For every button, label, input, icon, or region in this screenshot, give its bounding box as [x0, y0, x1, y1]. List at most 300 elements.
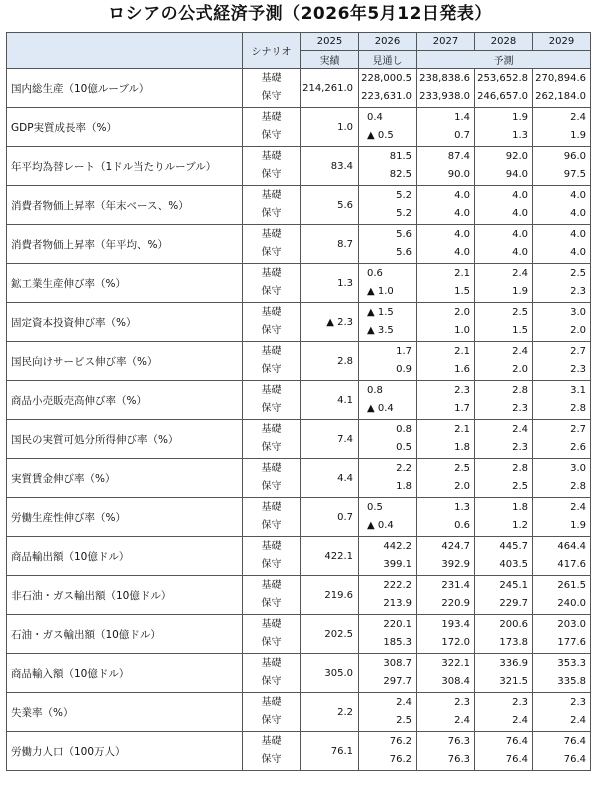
conservative-value: 177.6 — [557, 637, 586, 648]
base-value: 2.4 — [512, 424, 528, 435]
row-label: 年平均為替レート（1ドル当たりルーブル） — [7, 147, 243, 186]
actual-2025-cell: 1.3 — [301, 264, 359, 303]
value-cell-2029 — [533, 498, 591, 537]
header-row-years — [7, 33, 591, 51]
conservative-value: 4.0 — [570, 247, 586, 258]
value-cell-2029 — [533, 69, 591, 108]
scenario-cell — [243, 342, 301, 381]
conservative-value: 233,938.0 — [419, 91, 470, 102]
scenario-cell — [243, 303, 301, 342]
row-label: 鉱工業生産伸び率（%） — [7, 264, 243, 303]
actual-2025-cell: 7.4 — [301, 420, 359, 459]
value-cell-2028 — [475, 264, 533, 303]
conservative-value: 403.5 — [499, 559, 528, 570]
base-value: 336.9 — [499, 658, 528, 669]
header-scenario: シナリオ — [243, 33, 301, 69]
scenario-base-label: 基礎 — [261, 502, 282, 513]
scenario-cell — [243, 225, 301, 264]
value-cell-2027 — [417, 732, 475, 771]
scenario-base-label: 基礎 — [261, 658, 282, 669]
base-value: 3.0 — [570, 463, 586, 474]
actual-2025-cell: 422.1 — [301, 537, 359, 576]
scenario-base-label: 基礎 — [261, 736, 282, 747]
base-value: 2.4 — [512, 346, 528, 357]
scenario-base-label: 基礎 — [261, 229, 282, 240]
base-value: 2.3 — [512, 697, 528, 708]
row-label: 実質賃金伸び率（%） — [7, 459, 243, 498]
value-cell-2026 — [359, 264, 417, 303]
conservative-value: 94.0 — [505, 169, 528, 180]
conservative-value: 1.5 — [512, 325, 528, 336]
base-value: 2.1 — [454, 346, 470, 357]
header-year: 2025 — [301, 33, 359, 51]
value-cell-2027 — [417, 381, 475, 420]
actual-2025-cell: 76.1 — [301, 732, 359, 771]
base-value: 2.7 — [570, 346, 586, 357]
actual-2025-cell: 1.0 — [301, 108, 359, 147]
base-value: 2.7 — [570, 424, 586, 435]
value-cell-2026 — [359, 147, 417, 186]
scenario-base-label: 基礎 — [261, 190, 282, 201]
value-cell-2029 — [533, 420, 591, 459]
conservative-value: ▲ 1.0 — [367, 286, 394, 297]
conservative-value: 76.4 — [563, 754, 586, 765]
base-value: 2.5 — [512, 307, 528, 318]
conservative-value: 246,657.0 — [477, 91, 528, 102]
base-value: 245.1 — [499, 580, 528, 591]
table-row — [7, 225, 591, 264]
value-cell-2026 — [359, 342, 417, 381]
row-label: 石油・ガス輸出額（10億ドル） — [7, 615, 243, 654]
base-value: 76.3 — [447, 736, 470, 747]
base-value: 231.4 — [441, 580, 470, 591]
conservative-value: ▲ 0.5 — [367, 130, 394, 141]
base-value: 222.2 — [383, 580, 412, 591]
actual-2025-cell: 219.6 — [301, 576, 359, 615]
value-cell-2029 — [533, 459, 591, 498]
base-value: 253,652.8 — [477, 73, 528, 84]
scenario-base-label: 基礎 — [261, 73, 282, 84]
scenario-base-label: 基礎 — [261, 580, 282, 591]
scenario-conservative-label: 保守 — [261, 754, 282, 765]
conservative-value: 2.0 — [454, 481, 470, 492]
base-value: 76.4 — [505, 736, 528, 747]
conservative-value: 2.6 — [570, 442, 586, 453]
conservative-value: 0.5 — [396, 442, 412, 453]
value-cell-2027 — [417, 654, 475, 693]
base-value: 3.0 — [570, 307, 586, 318]
base-value: ▲ 1.5 — [367, 307, 394, 318]
value-cell-2029 — [533, 303, 591, 342]
conservative-value: 76.4 — [505, 754, 528, 765]
header-indicator — [7, 33, 243, 69]
base-value: 0.8 — [367, 385, 383, 396]
conservative-value: 240.0 — [557, 598, 586, 609]
row-label: 国民の実質可処分所得伸び率（%） — [7, 420, 243, 459]
scenario-base-label: 基礎 — [261, 424, 282, 435]
conservative-value: 220.9 — [441, 598, 470, 609]
base-value: 76.2 — [389, 736, 412, 747]
conservative-value: 2.0 — [570, 325, 586, 336]
base-value: 353.3 — [557, 658, 586, 669]
row-label: 商品輸出額（10億ドル） — [7, 537, 243, 576]
value-cell-2026 — [359, 420, 417, 459]
page-title: ロシアの公式経済予測（2026年5月12日発表） — [108, 4, 492, 24]
scenario-cell — [243, 615, 301, 654]
row-label: 商品小売販売高伸び率（%） — [7, 381, 243, 420]
conservative-value: 1.0 — [454, 325, 470, 336]
row-label: 国民向けサービス伸び率（%） — [7, 342, 243, 381]
value-cell-2028 — [475, 225, 533, 264]
base-value: 2.4 — [512, 268, 528, 279]
conservative-value: 5.6 — [396, 247, 412, 258]
value-cell-2029 — [533, 264, 591, 303]
conservative-value: 2.4 — [570, 715, 586, 726]
scenario-conservative-label: 保守 — [261, 598, 282, 609]
conservative-value: 1.9 — [512, 286, 528, 297]
table-row — [7, 108, 591, 147]
value-cell-2027 — [417, 576, 475, 615]
row-label: GDP実質成長率（%） — [7, 108, 243, 147]
scenario-cell — [243, 186, 301, 225]
base-value: 2.1 — [454, 268, 470, 279]
table-row — [7, 186, 591, 225]
value-cell-2026 — [359, 225, 417, 264]
conservative-value: 297.7 — [383, 676, 412, 687]
table-row — [7, 537, 591, 576]
scenario-cell — [243, 654, 301, 693]
conservative-value: 335.8 — [557, 676, 586, 687]
value-cell-2027 — [417, 147, 475, 186]
table-row — [7, 459, 591, 498]
conservative-value: ▲ 0.4 — [367, 520, 394, 531]
actual-2025-cell: 5.6 — [301, 186, 359, 225]
table-row — [7, 420, 591, 459]
conservative-value: 4.0 — [512, 247, 528, 258]
actual-2025-cell: 214,261.0 — [301, 69, 359, 108]
conservative-value: ▲ 0.4 — [367, 403, 394, 414]
scenario-conservative-label: 保守 — [261, 247, 282, 258]
value-cell-2027 — [417, 186, 475, 225]
base-value: 228,000.5 — [361, 73, 412, 84]
scenario-conservative-label: 保守 — [261, 637, 282, 648]
conservative-value: 2.4 — [454, 715, 470, 726]
base-value: 4.0 — [454, 190, 470, 201]
value-cell-2028 — [475, 576, 533, 615]
base-value: 464.4 — [557, 541, 586, 552]
conservative-value: 2.3 — [512, 442, 528, 453]
scenario-conservative-label: 保守 — [261, 559, 282, 570]
row-label: 固定資本投資伸び率（%） — [7, 303, 243, 342]
base-value: 5.2 — [396, 190, 412, 201]
scenario-base-label: 基礎 — [261, 307, 282, 318]
base-value: 0.6 — [367, 268, 383, 279]
actual-2025-cell: 8.7 — [301, 225, 359, 264]
value-cell-2029 — [533, 342, 591, 381]
base-value: 1.7 — [396, 346, 412, 357]
conservative-value: 185.3 — [383, 637, 412, 648]
base-value: 1.3 — [454, 502, 470, 513]
value-cell-2027 — [417, 537, 475, 576]
actual-2025-cell: 4.4 — [301, 459, 359, 498]
base-value: 238,838.6 — [419, 73, 470, 84]
value-cell-2026 — [359, 303, 417, 342]
table-row — [7, 498, 591, 537]
value-cell-2028 — [475, 654, 533, 693]
base-value: 1.9 — [512, 112, 528, 123]
scenario-cell — [243, 732, 301, 771]
scenario-conservative-label: 保守 — [261, 442, 282, 453]
scenario-base-label: 基礎 — [261, 346, 282, 357]
base-value: 2.0 — [454, 307, 470, 318]
scenario-cell — [243, 108, 301, 147]
conservative-value: 262,184.0 — [535, 91, 586, 102]
value-cell-2027 — [417, 615, 475, 654]
scenario-base-label: 基礎 — [261, 385, 282, 396]
scenario-cell — [243, 381, 301, 420]
value-cell-2027 — [417, 342, 475, 381]
row-label: 非石油・ガス輸出額（10億ドル） — [7, 576, 243, 615]
conservative-value: 2.0 — [512, 364, 528, 375]
actual-2025-cell: 4.1 — [301, 381, 359, 420]
row-label: 消費者物価上昇率（年平均、%） — [7, 225, 243, 264]
base-value: 92.0 — [505, 151, 528, 162]
base-value: 270,894.6 — [535, 73, 586, 84]
conservative-value: 1.7 — [454, 403, 470, 414]
base-value: 4.0 — [570, 190, 586, 201]
base-value: 2.2 — [396, 463, 412, 474]
base-value: 5.6 — [396, 229, 412, 240]
value-cell-2026 — [359, 693, 417, 732]
scenario-cell — [243, 498, 301, 537]
conservative-value: 2.3 — [570, 364, 586, 375]
base-value: 200.6 — [499, 619, 528, 630]
actual-2025-cell: 83.4 — [301, 147, 359, 186]
base-value: 4.0 — [454, 229, 470, 240]
scenario-cell — [243, 147, 301, 186]
scenario-conservative-label: 保守 — [261, 325, 282, 336]
value-cell-2026 — [359, 615, 417, 654]
value-cell-2029 — [533, 732, 591, 771]
value-cell-2026 — [359, 459, 417, 498]
scenario-base-label: 基礎 — [261, 697, 282, 708]
scenario-base-label: 基礎 — [261, 268, 282, 279]
header-year: 2029 — [533, 33, 591, 51]
actual-2025-cell: 0.7 — [301, 498, 359, 537]
base-value: 4.0 — [570, 229, 586, 240]
value-cell-2028 — [475, 69, 533, 108]
scenario-cell — [243, 537, 301, 576]
table-row — [7, 615, 591, 654]
conservative-value: 173.8 — [499, 637, 528, 648]
base-value: 2.3 — [454, 697, 470, 708]
value-cell-2027 — [417, 498, 475, 537]
header-forecast: 予測 — [417, 51, 591, 69]
value-cell-2026 — [359, 498, 417, 537]
conservative-value: 76.3 — [447, 754, 470, 765]
base-value: 0.8 — [396, 424, 412, 435]
conservative-value: 1.6 — [454, 364, 470, 375]
scenario-conservative-label: 保守 — [261, 130, 282, 141]
base-value: 2.4 — [396, 697, 412, 708]
base-value: 81.5 — [389, 151, 412, 162]
value-cell-2027 — [417, 693, 475, 732]
conservative-value: 0.6 — [454, 520, 470, 531]
value-cell-2029 — [533, 225, 591, 264]
base-value: 87.4 — [447, 151, 470, 162]
scenario-cell — [243, 459, 301, 498]
table-row — [7, 342, 591, 381]
conservative-value: 1.2 — [512, 520, 528, 531]
conservative-value: 76.2 — [389, 754, 412, 765]
value-cell-2026 — [359, 186, 417, 225]
scenario-cell — [243, 576, 301, 615]
conservative-value: 0.7 — [454, 130, 470, 141]
conservative-value: 223,631.0 — [361, 91, 412, 102]
conservative-value: 399.1 — [383, 559, 412, 570]
conservative-value: 4.0 — [570, 208, 586, 219]
conservative-value: 4.0 — [454, 247, 470, 258]
header-estimate: 見通し — [359, 51, 417, 69]
header-year: 2028 — [475, 33, 533, 51]
table-row — [7, 264, 591, 303]
base-value: 2.8 — [512, 385, 528, 396]
value-cell-2027 — [417, 420, 475, 459]
actual-2025-cell: 305.0 — [301, 654, 359, 693]
scenario-cell — [243, 264, 301, 303]
scenario-cell — [243, 693, 301, 732]
conservative-value: 82.5 — [389, 169, 412, 180]
base-value: 220.1 — [383, 619, 412, 630]
actual-2025-cell: 2.2 — [301, 693, 359, 732]
base-value: 261.5 — [557, 580, 586, 591]
base-value: 193.4 — [441, 619, 470, 630]
actual-2025-cell: ▲ 2.3 — [301, 303, 359, 342]
base-value: 0.5 — [367, 502, 383, 513]
value-cell-2028 — [475, 420, 533, 459]
header-actual: 実績 — [301, 51, 359, 69]
scenario-conservative-label: 保守 — [261, 403, 282, 414]
scenario-cell — [243, 69, 301, 108]
base-value: 442.2 — [383, 541, 412, 552]
value-cell-2028 — [475, 537, 533, 576]
table-row — [7, 69, 591, 108]
conservative-value: 2.5 — [396, 715, 412, 726]
conservative-value: 2.8 — [570, 481, 586, 492]
conservative-value: 2.8 — [570, 403, 586, 414]
value-cell-2026 — [359, 654, 417, 693]
base-value: 2.4 — [570, 112, 586, 123]
scenario-conservative-label: 保守 — [261, 91, 282, 102]
table-row — [7, 576, 591, 615]
conservative-value: 4.0 — [454, 208, 470, 219]
base-value: 2.8 — [512, 463, 528, 474]
conservative-value: ▲ 3.5 — [367, 325, 394, 336]
value-cell-2029 — [533, 381, 591, 420]
value-cell-2026 — [359, 537, 417, 576]
table-row — [7, 732, 591, 771]
conservative-value: 1.9 — [570, 130, 586, 141]
value-cell-2029 — [533, 108, 591, 147]
scenario-base-label: 基礎 — [261, 151, 282, 162]
value-cell-2028 — [475, 459, 533, 498]
scenario-base-label: 基礎 — [261, 112, 282, 123]
conservative-value: 97.5 — [563, 169, 586, 180]
conservative-value: 1.9 — [570, 520, 586, 531]
header-year: 2027 — [417, 33, 475, 51]
base-value: 2.4 — [570, 502, 586, 513]
base-value: 2.5 — [570, 268, 586, 279]
base-value: 2.3 — [570, 697, 586, 708]
scenario-base-label: 基礎 — [261, 463, 282, 474]
base-value: 76.4 — [563, 736, 586, 747]
conservative-value: 90.0 — [447, 169, 470, 180]
scenario-conservative-label: 保守 — [261, 676, 282, 687]
value-cell-2029 — [533, 537, 591, 576]
base-value: 322.1 — [441, 658, 470, 669]
value-cell-2029 — [533, 147, 591, 186]
base-value: 203.0 — [557, 619, 586, 630]
base-value: 424.7 — [441, 541, 470, 552]
base-value: 1.8 — [512, 502, 528, 513]
scenario-conservative-label: 保守 — [261, 169, 282, 180]
scenario-conservative-label: 保守 — [261, 286, 282, 297]
value-cell-2028 — [475, 732, 533, 771]
base-value: 0.4 — [367, 112, 383, 123]
value-cell-2027 — [417, 69, 475, 108]
value-cell-2029 — [533, 693, 591, 732]
scenario-conservative-label: 保守 — [261, 520, 282, 531]
value-cell-2028 — [475, 381, 533, 420]
scenario-base-label: 基礎 — [261, 541, 282, 552]
conservative-value: 2.5 — [512, 481, 528, 492]
row-label: 失業率（%） — [7, 693, 243, 732]
row-label: 労働生産性伸び率（%） — [7, 498, 243, 537]
value-cell-2026 — [359, 576, 417, 615]
base-value: 96.0 — [563, 151, 586, 162]
scenario-cell — [243, 420, 301, 459]
header-year: 2026 — [359, 33, 417, 51]
conservative-value: 392.9 — [441, 559, 470, 570]
value-cell-2027 — [417, 459, 475, 498]
base-value: 2.3 — [454, 385, 470, 396]
conservative-value: 213.9 — [383, 598, 412, 609]
value-cell-2028 — [475, 615, 533, 654]
value-cell-2028 — [475, 498, 533, 537]
base-value: 4.0 — [512, 190, 528, 201]
row-label: 商品輸入額（10億ドル） — [7, 654, 243, 693]
value-cell-2028 — [475, 693, 533, 732]
conservative-value: 0.9 — [396, 364, 412, 375]
base-value: 4.0 — [512, 229, 528, 240]
conservative-value: 321.5 — [499, 676, 528, 687]
value-cell-2027 — [417, 303, 475, 342]
value-cell-2028 — [475, 147, 533, 186]
conservative-value: 1.3 — [512, 130, 528, 141]
table-row — [7, 147, 591, 186]
scenario-conservative-label: 保守 — [261, 715, 282, 726]
conservative-value: 2.4 — [512, 715, 528, 726]
value-cell-2027 — [417, 108, 475, 147]
table-row — [7, 381, 591, 420]
value-cell-2026 — [359, 69, 417, 108]
scenario-base-label: 基礎 — [261, 619, 282, 630]
base-value: 2.1 — [454, 424, 470, 435]
value-cell-2029 — [533, 654, 591, 693]
conservative-value: 417.6 — [557, 559, 586, 570]
row-label: 消費者物価上昇率（年末ベース、%） — [7, 186, 243, 225]
table-row — [7, 693, 591, 732]
